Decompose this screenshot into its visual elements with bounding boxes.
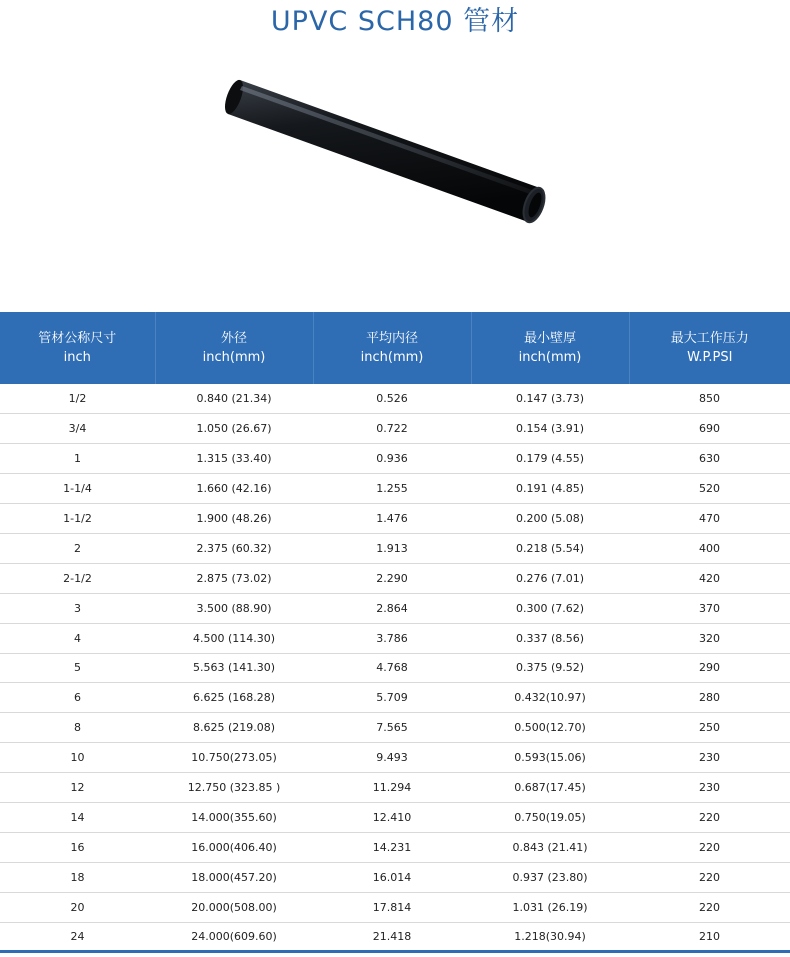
header-nominal-size: 管材公称尺寸 inch (0, 312, 155, 384)
max-pressure-cell: 520 (629, 474, 790, 504)
inner-diameter-cell: 21.418 (313, 922, 471, 952)
wall-thickness-cell: 0.843 (21.41) (471, 832, 629, 862)
outer-diameter-cell: 5.563 (141.30) (155, 653, 313, 683)
wall-thickness-cell: 0.179 (4.55) (471, 444, 629, 474)
inner-diameter-cell: 3.786 (313, 623, 471, 653)
table-row (0, 832, 790, 862)
nominal-size-cell: 12 (0, 773, 155, 803)
table-row (0, 593, 790, 623)
outer-diameter-cell: 1.050 (26.67) (155, 414, 313, 444)
nominal-size-cell: 1/2 (0, 384, 155, 414)
product-image (0, 60, 790, 300)
table-row (0, 892, 790, 922)
header-max-pressure: 最大工作压力 W.P.PSI (629, 312, 790, 384)
outer-diameter-cell: 18.000(457.20) (155, 862, 313, 892)
table-row (0, 563, 790, 593)
wall-thickness-cell: 0.191 (4.85) (471, 474, 629, 504)
max-pressure-cell: 290 (629, 653, 790, 683)
max-pressure-cell: 220 (629, 862, 790, 892)
outer-diameter-cell: 20.000(508.00) (155, 892, 313, 922)
inner-diameter-cell: 14.231 (313, 832, 471, 862)
inner-diameter-cell: 4.768 (313, 653, 471, 683)
table-row (0, 474, 790, 504)
max-pressure-cell: 400 (629, 533, 790, 563)
table-row (0, 623, 790, 653)
max-pressure-cell: 690 (629, 414, 790, 444)
outer-diameter-cell: 2.875 (73.02) (155, 563, 313, 593)
outer-diameter-cell: 8.625 (219.08) (155, 713, 313, 743)
inner-diameter-cell: 1.255 (313, 474, 471, 504)
nominal-size-cell: 1-1/2 (0, 504, 155, 534)
max-pressure-cell: 230 (629, 773, 790, 803)
table-header-row (0, 312, 790, 384)
nominal-size-cell: 5 (0, 653, 155, 683)
outer-diameter-cell: 12.750 (323.85 ) (155, 773, 313, 803)
inner-diameter-cell: 17.814 (313, 892, 471, 922)
max-pressure-cell: 220 (629, 802, 790, 832)
nominal-size-cell: 16 (0, 832, 155, 862)
table-body (0, 384, 790, 952)
wall-thickness-cell: 0.276 (7.01) (471, 563, 629, 593)
outer-diameter-cell: 1.660 (42.16) (155, 474, 313, 504)
outer-diameter-cell: 4.500 (114.30) (155, 623, 313, 653)
wall-thickness-cell: 0.200 (5.08) (471, 504, 629, 534)
inner-diameter-cell: 1.913 (313, 533, 471, 563)
wall-thickness-cell: 0.432(10.97) (471, 683, 629, 713)
max-pressure-cell: 630 (629, 444, 790, 474)
inner-diameter-cell: 7.565 (313, 713, 471, 743)
max-pressure-cell: 850 (629, 384, 790, 414)
max-pressure-cell: 420 (629, 563, 790, 593)
spec-table (0, 312, 790, 953)
inner-diameter-cell: 11.294 (313, 773, 471, 803)
outer-diameter-cell: 16.000(406.40) (155, 832, 313, 862)
inner-diameter-cell: 2.864 (313, 593, 471, 623)
outer-diameter-cell: 24.000(609.60) (155, 922, 313, 952)
inner-diameter-cell: 5.709 (313, 683, 471, 713)
max-pressure-cell: 220 (629, 832, 790, 862)
table-row (0, 384, 790, 414)
wall-thickness-cell: 0.337 (8.56) (471, 623, 629, 653)
max-pressure-cell: 250 (629, 713, 790, 743)
wall-thickness-cell: 0.750(19.05) (471, 802, 629, 832)
outer-diameter-cell: 10.750(273.05) (155, 743, 313, 773)
outer-diameter-cell: 6.625 (168.28) (155, 683, 313, 713)
outer-diameter-cell: 14.000(355.60) (155, 802, 313, 832)
header-outer-diameter: 外径 inch(mm) (155, 312, 313, 384)
table-row (0, 922, 790, 952)
outer-diameter-cell: 1.900 (48.26) (155, 504, 313, 534)
table-row (0, 533, 790, 563)
inner-diameter-cell: 12.410 (313, 802, 471, 832)
inner-diameter-cell: 9.493 (313, 743, 471, 773)
table-row (0, 653, 790, 683)
outer-diameter-cell: 3.500 (88.90) (155, 593, 313, 623)
nominal-size-cell: 3 (0, 593, 155, 623)
table-row (0, 414, 790, 444)
wall-thickness-cell: 0.300 (7.62) (471, 593, 629, 623)
wall-thickness-cell: 0.147 (3.73) (471, 384, 629, 414)
header-wall-thickness: 最小壁厚 inch(mm) (471, 312, 629, 384)
wall-thickness-cell: 0.218 (5.54) (471, 533, 629, 563)
max-pressure-cell: 470 (629, 504, 790, 534)
nominal-size-cell: 20 (0, 892, 155, 922)
inner-diameter-cell: 1.476 (313, 504, 471, 534)
nominal-size-cell: 24 (0, 922, 155, 952)
table-row (0, 862, 790, 892)
wall-thickness-cell: 1.218(30.94) (471, 922, 629, 952)
nominal-size-cell: 18 (0, 862, 155, 892)
table-row (0, 802, 790, 832)
wall-thickness-cell: 1.031 (26.19) (471, 892, 629, 922)
nominal-size-cell: 6 (0, 683, 155, 713)
inner-diameter-cell: 0.722 (313, 414, 471, 444)
page-title: UPVC SCH80 管材 (270, 6, 520, 37)
nominal-size-cell: 1-1/4 (0, 474, 155, 504)
pipe-illustration (0, 60, 790, 300)
nominal-size-cell: 2 (0, 533, 155, 563)
max-pressure-cell: 280 (629, 683, 790, 713)
max-pressure-cell: 210 (629, 922, 790, 952)
wall-thickness-cell: 0.375 (9.52) (471, 653, 629, 683)
table-row (0, 504, 790, 534)
nominal-size-cell: 4 (0, 623, 155, 653)
nominal-size-cell: 3/4 (0, 414, 155, 444)
table-row (0, 713, 790, 743)
wall-thickness-cell: 0.687(17.45) (471, 773, 629, 803)
max-pressure-cell: 370 (629, 593, 790, 623)
inner-diameter-cell: 0.936 (313, 444, 471, 474)
inner-diameter-cell: 0.526 (313, 384, 471, 414)
max-pressure-cell: 220 (629, 892, 790, 922)
nominal-size-cell: 2-1/2 (0, 563, 155, 593)
wall-thickness-cell: 0.500(12.70) (471, 713, 629, 743)
nominal-size-cell: 1 (0, 444, 155, 474)
table-row (0, 773, 790, 803)
outer-diameter-cell: 1.315 (33.40) (155, 444, 313, 474)
max-pressure-cell: 230 (629, 743, 790, 773)
inner-diameter-cell: 16.014 (313, 862, 471, 892)
inner-diameter-cell: 2.290 (313, 563, 471, 593)
table-row (0, 743, 790, 773)
nominal-size-cell: 8 (0, 713, 155, 743)
wall-thickness-cell: 0.937 (23.80) (471, 862, 629, 892)
table-row (0, 444, 790, 474)
wall-thickness-cell: 0.593(15.06) (471, 743, 629, 773)
max-pressure-cell: 320 (629, 623, 790, 653)
nominal-size-cell: 10 (0, 743, 155, 773)
wall-thickness-cell: 0.154 (3.91) (471, 414, 629, 444)
outer-diameter-cell: 2.375 (60.32) (155, 533, 313, 563)
nominal-size-cell: 14 (0, 802, 155, 832)
outer-diameter-cell: 0.840 (21.34) (155, 384, 313, 414)
header-inner-diameter: 平均内径 inch(mm) (313, 312, 471, 384)
table-row (0, 683, 790, 713)
